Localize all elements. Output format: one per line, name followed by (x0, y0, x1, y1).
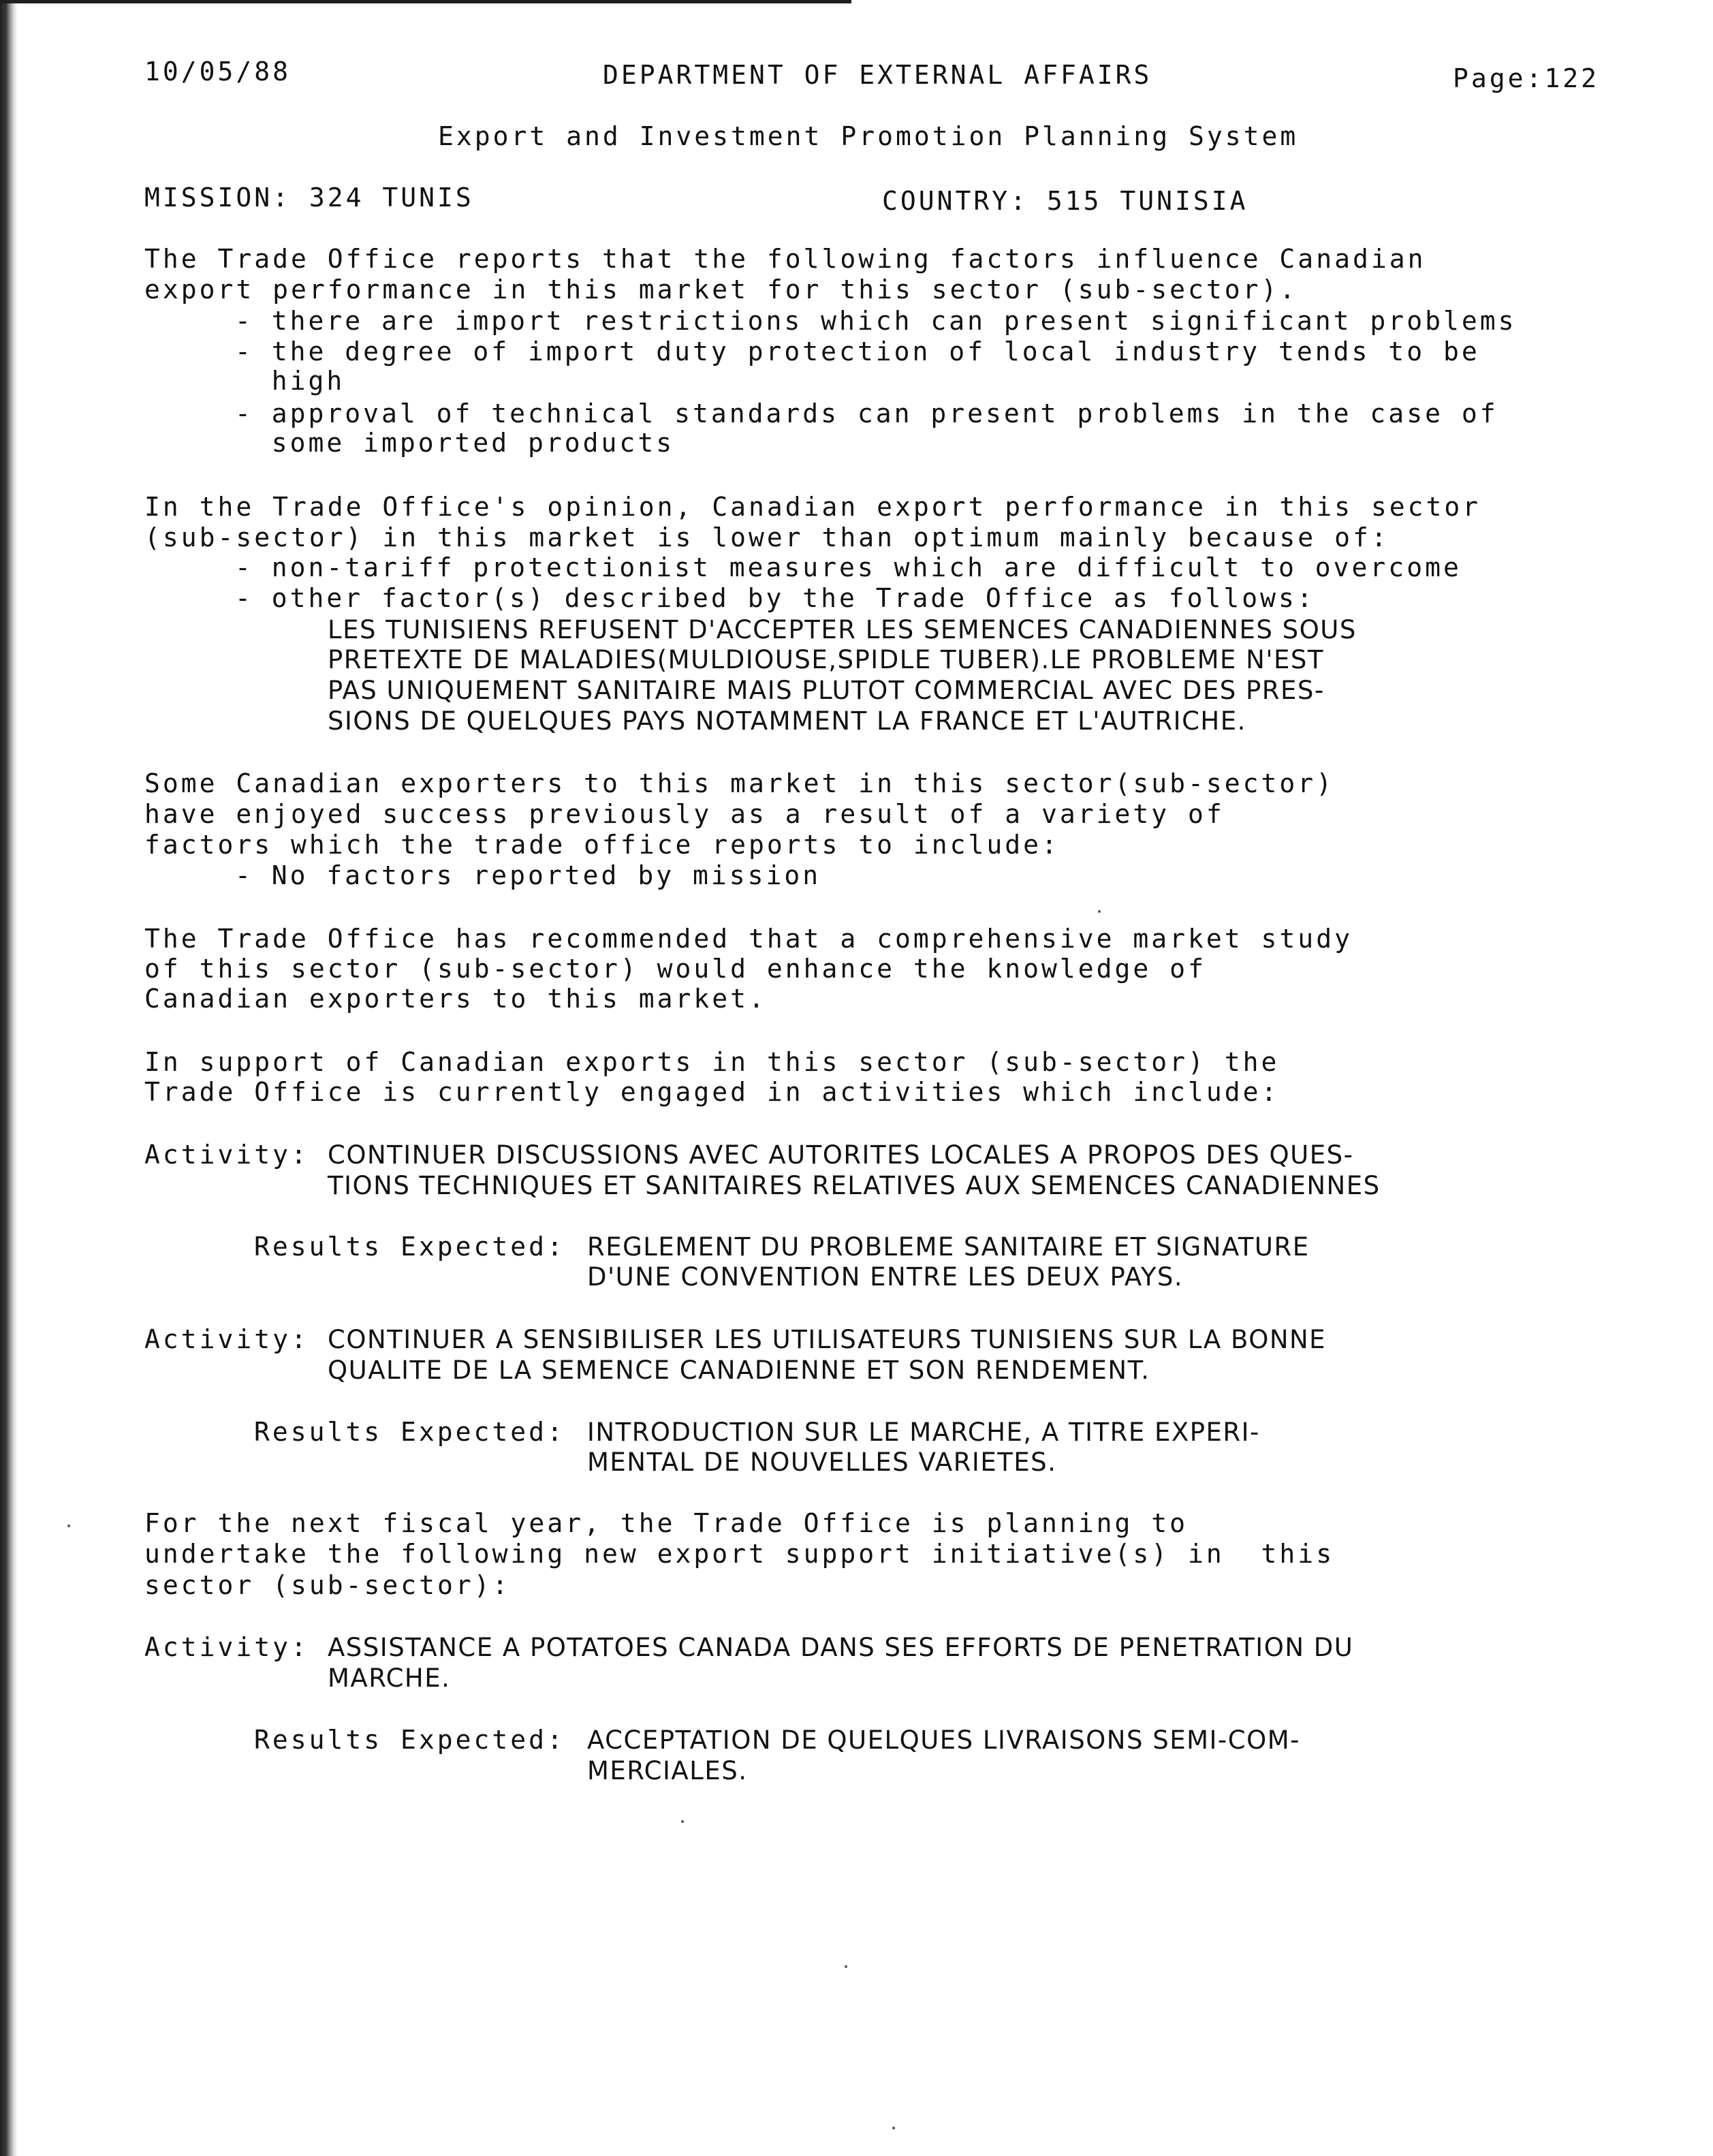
results-label: Results Expected: (254, 1417, 565, 1447)
scan-speck (1098, 910, 1101, 913)
scan-speck (845, 1965, 847, 1968)
influence-item: - the degree of import duty protection of local industry tends to be (235, 337, 1480, 366)
page-number: 122 (1544, 63, 1600, 93)
results-line: MENTAL DE NOUVELLES VARIETES. (587, 1448, 1057, 1477)
results-line: ACCEPTATION DE QUELQUES LIVRAISONS SEMI-COM- (587, 1725, 1301, 1755)
results-line: D'UNE CONVENTION ENTRE LES DEUX PAYS. (587, 1262, 1184, 1292)
activity-label: Activity: (144, 1324, 309, 1354)
activity-line: QUALITE DE LA SEMENCE CANADIENNE ET SON RENDEMENT. (328, 1356, 1150, 1385)
activity-line: CONTINUER DISCUSSIONS AVEC AUTORITES LOCALES A PROPOS DES QUES- (328, 1140, 1354, 1170)
influence-item: - there are import restrictions which can present significant problems (235, 306, 1517, 336)
influence-intro-line: export performance in this market for this sector (sub-sector). (144, 275, 1298, 304)
page-indicator (1453, 63, 1599, 94)
activity-label: Activity: (144, 1632, 309, 1662)
activity-line: ASSISTANCE A POTATOES CANADA DANS SES EFFORTS DE PENETRATION DU (328, 1633, 1354, 1662)
next-year-line: sector (sub-sector): (144, 1570, 511, 1600)
opinion-item: - non-tariff protectionist measures which are difficult to overcome (235, 552, 1462, 582)
success-intro-line: have enjoyed success previously as a result of a variety of (144, 799, 1225, 829)
next-year-line: For the next fiscal year, the Trade Office is planning to (144, 1508, 1189, 1538)
study-line: The Trade Office has recommended that a comprehensive market study (144, 924, 1353, 954)
influence-item: - approval of technical standards can present problems in the case of (235, 399, 1498, 428)
department-title: DEPARTMENT OF EXTERNAL AFFAIRS (603, 60, 1152, 90)
activity-line: CONTINUER A SENSIBILISER LES UTILISATEURS TUNISIENS SUR LA BONNE (328, 1325, 1327, 1354)
scan-speck (67, 1525, 70, 1527)
support-line: Trade Office is currently engaged in activities which include: (144, 1077, 1280, 1107)
influence-item: some imported products (235, 428, 675, 458)
opinion-detail-line: LES TUNISIENS REFUSENT D'ACCEPTER LES SEMENCES CANADIENNES SOUS (328, 615, 1357, 644)
influence-intro-line: The Trade Office reports that the following factors influence Canadian (144, 244, 1426, 274)
activity-line: MARCHE. (328, 1663, 451, 1693)
opinion-detail-line: PAS UNIQUEMENT SANITAIRE MAIS PLUTOT COMMERCIAL AVEC DES PRES- (328, 676, 1325, 705)
next-year-line: undertake the following new export support initiative(s) in this (144, 1539, 1335, 1569)
opinion-detail-line: SIONS DE QUELQUES PAYS NOTAMMENT LA FRANCE ET L'AUTRICHE. (328, 706, 1246, 736)
results-label: Results Expected: (254, 1725, 565, 1755)
country-field: COUNTRY: 515 TUNISIA (882, 186, 1248, 216)
results-line: MERCIALES. (587, 1756, 748, 1785)
results-line: REGLEMENT DU PROBLEME SANITAIRE ET SIGNATURE (587, 1232, 1310, 1262)
opinion-intro-line: In the Trade Office's opinion, Canadian export performance in this sector (144, 492, 1481, 522)
success-item: - No factors reported by mission (235, 860, 821, 890)
study-line: of this sector (sub-sector) would enhance the knowledge of (144, 954, 1206, 984)
study-line: Canadian exporters to this market. (144, 984, 767, 1014)
system-title: Export and Investment Promotion Planning System (438, 121, 1299, 151)
mission-field: MISSION: 324 TUNIS (144, 183, 474, 213)
opinion-item: - other factor(s) described by the Trade Office as follows: (235, 583, 1315, 613)
success-intro-line: Some Canadian exporters to this market in this sector(sub-sector) (144, 768, 1335, 798)
opinion-intro-line: (sub-sector) in this market is lower than optimum mainly because of: (144, 522, 1389, 552)
activity-line: TIONS TECHNIQUES ET SANITAIRES RELATIVES AUX SEMENCES CANADIENNES (328, 1171, 1381, 1200)
results-line: INTRODUCTION SUR LE MARCHE, A TITRE EXPERI- (587, 1418, 1260, 1447)
report-date: 10/05/88 (144, 57, 292, 87)
page-label: Page: (1453, 63, 1545, 93)
success-intro-line: factors which the trade office reports to include: (144, 830, 1060, 860)
activity-label: Activity: (144, 1140, 309, 1170)
support-line: In support of Canadian exports in this sector (sub-sector) the (144, 1047, 1280, 1077)
scan-speck (681, 1820, 684, 1823)
opinion-detail-line: PRETEXTE DE MALADIES(MULDIOUSE,SPIDLE TUBER).LE PROBLEME N'EST (328, 645, 1324, 674)
scan-speck (892, 2127, 895, 2129)
influence-item: high (235, 366, 345, 396)
results-label: Results Expected: (254, 1232, 565, 1262)
